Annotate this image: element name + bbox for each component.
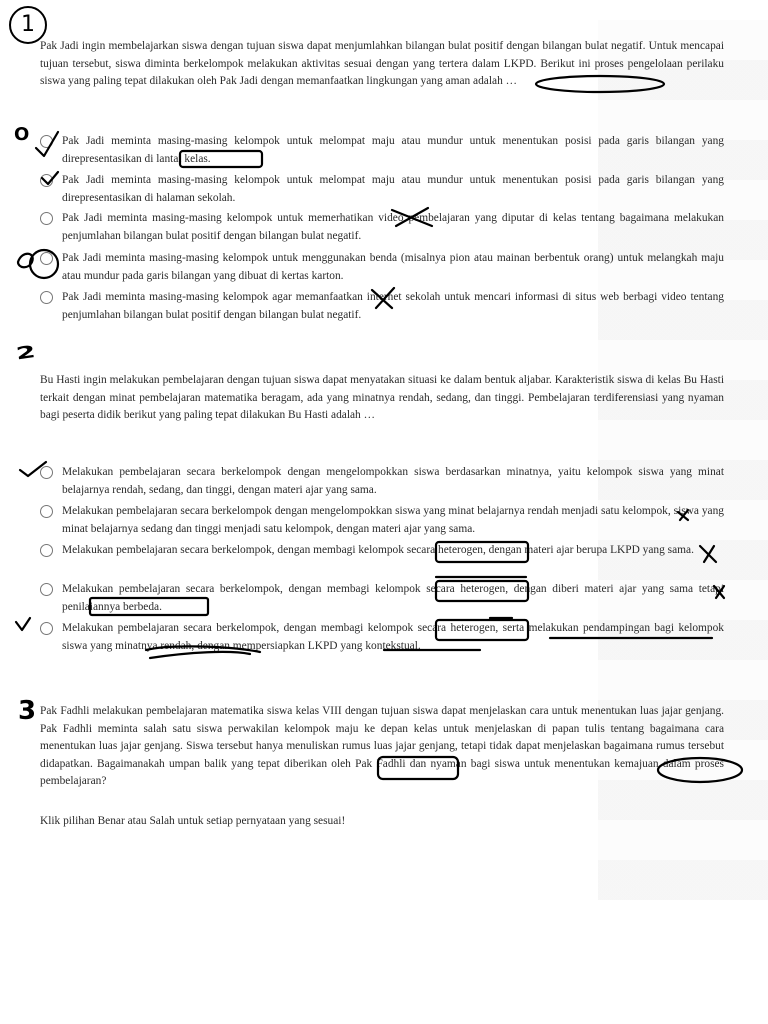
q2-option-a-text: Melakukan pembelajaran secara berkelompok dengan mengelompokkan siswa berdasarkan minatnya, yaitu kelompok siswa yang minat belajarnya rendah, sedang, dan tinggi, dengan materi ajar yang sama. [62,466,724,496]
q1-option-b-radio[interactable] [40,174,53,187]
question-1-stem: Pak Jadi ingin membelajarkan siswa dengan tujuan siswa dapat menjumlahkan bilangan bulat positif dengan bilangan bulat negatif. Untuk mencapai tujuan tersebut, siswa diminta berkelompok melakukan aktivitas sesuai dengan yang tertera dalam LKPD. Berikut ini proses pengelolaan perilaku siswa yang paling tepat dilakukan oleh Pak Jadi dengan memanfaatkan lingkungan yang aman adalah … [40,40,724,87]
q1-option-c-text: Pak Jadi meminta masing-masing kelompok untuk memerhatikan video pembelajaran yang diputar di kelas tentang bagaimana melakukan penjumlahan bilangan bulat positif dengan bilangan bulat negatif. [62,212,724,242]
q1-option-a-radio[interactable] [40,135,53,148]
q2-option-b[interactable] [40,503,724,538]
check-mark-q2-e [16,618,30,630]
question-3-instruction: Klik pilihan Benar atau Salah untuk setiap pernyataan yang sesuai! [40,815,346,827]
q2-option-a[interactable] [40,464,724,499]
q1-option-e[interactable] [40,289,724,324]
q1-option-c[interactable] [40,210,724,245]
q1-option-b-text: Pak Jadi meminta masing-masing kelompok untuk melompat maju atau mundur untuk menentukan posisi pada garis bilangan yang direpresentasikan di halaman sekolah. [62,174,724,204]
q1-option-e-text: Pak Jadi meminta masing-masing kelompok agar memanfaatkan internet sekolah untuk mencari informasi di situs web berbagi video tentang penjumlahan bilangan bulat positif dengan bilangan bulat negatif. [62,291,724,321]
q1-option-e-radio[interactable] [40,291,53,304]
handwritten-mark-o: O [14,124,30,145]
q2-option-c[interactable] [40,542,724,560]
handwritten-number-3: 3 [18,696,37,726]
q1-option-b[interactable] [40,172,724,207]
handwritten-number-1: 1 [9,6,47,44]
scribble-o-q1-d [18,254,33,268]
q2-option-c-text: Melakukan pembelajaran secara berkelompok, dengan membagi kelompok secara heterogen, dengan materi ajar berupa LKPD yang sama. [62,544,694,556]
q2-option-d-text: Melakukan pembelajaran secara berkelompok, dengan membagi kelompok secara heterogen, dengan diberi materi ajar yang sama tetapi penilaiannya berbeda. [62,583,724,613]
q1-option-d-text: Pak Jadi meminta masing-masing kelompok untuk menggunakan benda (misalnya pion atau mainan berbentuk orang) untuk melangkah maju atau mundur pada garis bilangan yang dibuat di kertas karton. [62,252,724,282]
handwritten-number-2: 2 [14,341,37,364]
q1-option-a[interactable] [40,133,724,168]
q2-option-e[interactable] [40,620,724,655]
q2-option-e-radio[interactable] [40,622,53,635]
question-2-stem: Bu Hasti ingin melakukan pembelajaran dengan tujuan siswa dapat menyatakan situasi ke dalam bentuk aljabar. Karakteristik siswa di kelas Bu Hasti terkait dengan minat pembelajaran matematika beragam, ada yang minatnya rendah, sedang, dan tinggi. Pembelajaran terdiferensiasi yang nyaman bagi peserta didik berikut yang paling tepat dilakukan Bu Hasti adalah … [40,374,724,421]
q1-option-c-radio[interactable] [40,212,53,225]
q2-option-a-radio[interactable] [40,466,53,479]
question-3-stem: Pak Fadhli melakukan pembelajaran matematika siswa kelas VIII dengan tujuan siswa dapat menjelaskan cara untuk menentukan luas jajar genjang. Pak Fadhli meminta salah satu siswa perwakilan kelompok maju ke depan kelas untuk menjelaskan di papan tulis tentang bagaimana cara menentukan luas jajar genjang. Siswa tersebut hanya menuliskan rumus luas jajar genjang, tetapi tidak dapat menjelaskan bagaimana rumus tersebut didapatkan. Bagaimanakah umpan balik yang tepat diberikan oleh Pak Fadhli dan nyaman bagi siswa untuk menentukan kemajuan dalam proses pembelajaran? [40,705,724,787]
q2-option-b-text: Melakukan pembelajaran secara berkelompok dengan mengelompokkan siswa yang minat belajarnya rendah menjadi satu kelompok, siswa yang minat belajarnya sedang dan tinggi menjadi satu kelompok, dengan materi ajar yang sama. [62,505,724,535]
q2-option-d[interactable] [40,581,724,616]
q1-option-a-text: Pak Jadi meminta masing-masing kelompok untuk melompat maju atau mundur untuk menentukan posisi pada garis bilangan yang direpresentasikan di lantai kelas. [62,135,724,165]
q2-option-b-radio[interactable] [40,505,53,518]
q2-option-d-radio[interactable] [40,583,53,596]
q2-option-e-text: Melakukan pembelajaran secara berkelompok, dengan membagi kelompok secara heterogen, serta melakukan pendampingan bagi kelompok siswa yang minatnya rendah, dengan mempersiapkan LKPD yang kontekstual. [62,622,724,652]
q1-option-d-radio[interactable] [40,252,53,265]
q1-option-d[interactable] [40,250,724,285]
q2-option-c-radio[interactable] [40,544,53,557]
